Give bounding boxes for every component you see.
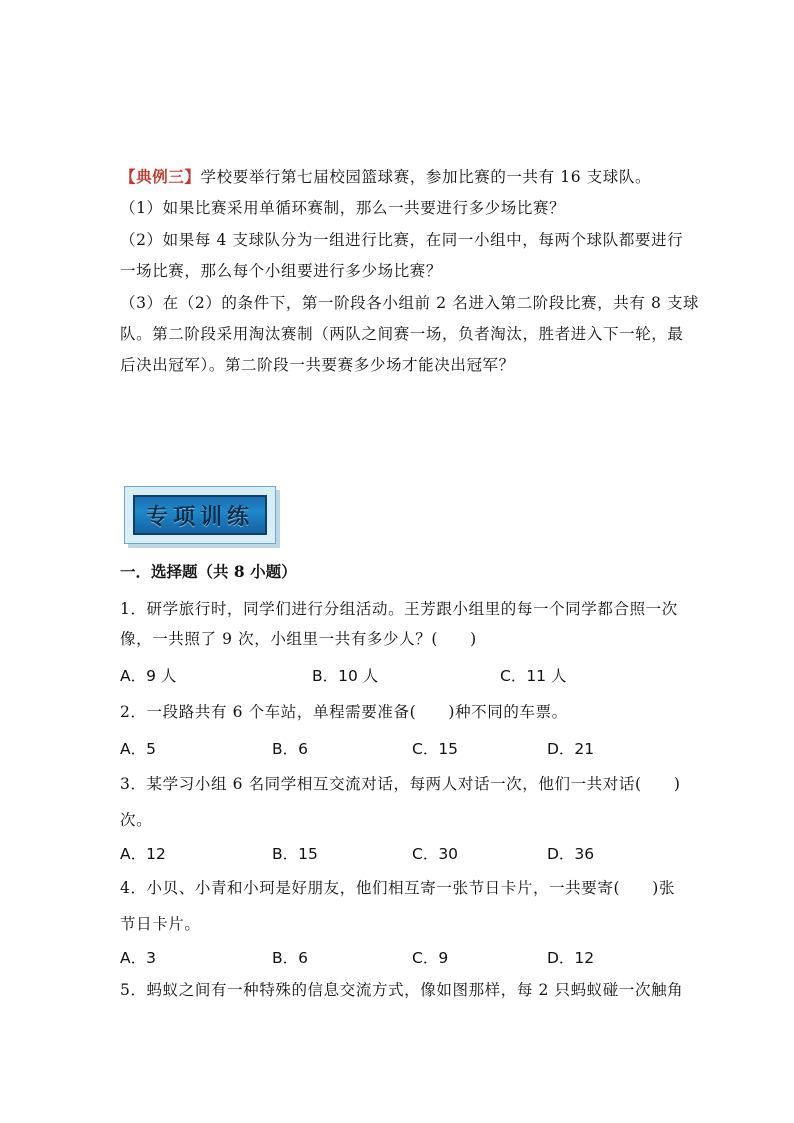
option-d: D．12: [547, 949, 595, 967]
example-tag: 【典例三】: [120, 167, 201, 186]
question-line: 节日卡片。: [120, 915, 201, 933]
banner-plate: [133, 495, 267, 535]
option-d: D．21: [547, 740, 595, 758]
option-c: C．30: [412, 845, 459, 863]
option-b: B．6: [272, 740, 308, 758]
question-line: 像，一共照了 9 次，小组里一共有多少人？( ): [120, 630, 477, 648]
option-b: B．6: [272, 949, 308, 967]
option-c: C．11 人: [500, 667, 567, 685]
example-line: 一场比赛，那么每个小组要进行多少场比赛？: [120, 262, 443, 280]
banner-title: 专项训练: [145, 504, 254, 530]
option-a: A．3: [120, 949, 156, 967]
option-a: A．9 人: [120, 667, 177, 685]
question-line: 2．一段路共有 6 个车站，单程需要准备( )种不同的车票。: [120, 703, 568, 721]
option-b: B．10 人: [312, 667, 379, 685]
option-a: A．12: [120, 845, 166, 863]
question-line: 次。: [120, 811, 153, 829]
question-line: 1．研学旅行时，同学们进行分组活动。王芳跟小组里的每一个同学都合照一次: [120, 600, 678, 618]
example-line: （1）如果比赛采用单循环赛制，那么一共要进行多少场比赛？: [120, 199, 566, 217]
option-d: D．36: [547, 845, 595, 863]
question-line: 3．某学习小组 6 名同学相互交流对话，每两人对话一次，他们一共对话( ): [120, 775, 681, 793]
example-text: 学校要举行第七届校园篮球赛，参加比赛的一共有 16 支球队。: [200, 168, 652, 186]
section-banner: [124, 486, 276, 544]
option-c: C．15: [412, 740, 459, 758]
question-line: 5．蚂蚁之间有一种特殊的信息交流方式，像如图那样，每 2 只蚂蚁碰一次触角: [120, 981, 684, 999]
example-line: 后决出冠军）。第二阶段一共要赛多少场才能决出冠军？: [120, 356, 515, 374]
question-line: 4．小贝、小青和小珂是好朋友，他们相互寄一张节日卡片，一共要寄( )张: [120, 879, 676, 897]
option-b: B．15: [272, 845, 318, 863]
example-line: [120, 165, 651, 187]
option-c: C．9: [412, 949, 449, 967]
option-a: A．5: [120, 740, 156, 758]
example-line: （3）在（2）的条件下，第一阶段各小组前 2 名进入第二阶段比赛，共有 8 支球: [120, 294, 700, 312]
section-heading: 一．选择题（共 8 小题）: [120, 562, 297, 581]
example-line: 队。第二阶段采用淘汰赛制（两队之间赛一场，负者淘汰，胜者进入下一轮，最: [120, 325, 684, 343]
example-line: （2）如果每 4 支球队分为一组进行比赛，在同一小组中，每两个球队都要进行: [120, 231, 684, 249]
